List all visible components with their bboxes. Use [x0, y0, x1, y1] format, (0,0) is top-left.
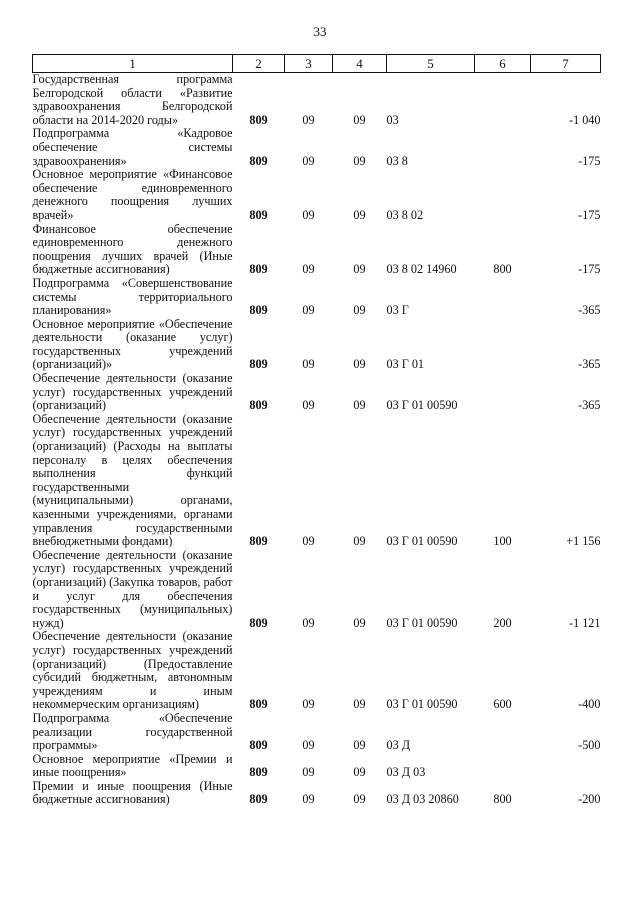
table-row [33, 372, 601, 413]
target-article-code: 03 Г 01 [386, 357, 425, 372]
expense-type-code [475, 127, 531, 168]
item-name: Премии и иные поощрения (Иные бюджетные ассигнования) [32, 778, 233, 807]
header-col-7: 7 [531, 55, 601, 73]
section-code: 09 [302, 153, 315, 168]
section-code: 09 [302, 357, 315, 372]
item-name: Финансовое обеспечение единовременного денежного поощрения лучших врачей (Иные бюджетные ассигнования) [32, 221, 233, 277]
table-row [33, 413, 601, 549]
amount: -400 [578, 697, 601, 712]
ministry-code: 809 [249, 615, 268, 630]
table-row [33, 780, 601, 807]
table-row [33, 168, 601, 222]
target-article-code: 03 Г 01 00590 [386, 534, 458, 549]
subsection-code: 09 [353, 207, 366, 222]
ministry-code: 809 [249, 738, 268, 753]
subsection-code: 09 [353, 697, 366, 712]
header-col-1: 1 [33, 55, 233, 73]
expense-type-code [475, 73, 531, 128]
ministry-code: 809 [249, 262, 268, 277]
ministry-code: 809 [249, 303, 268, 318]
item-name: Подпрограмма «Совершенствование системы территориального планирования» [32, 275, 233, 318]
table-row [33, 712, 601, 753]
section-code: 09 [302, 697, 315, 712]
item-name: Основное мероприятие «Премии и иные поощрения» [32, 751, 233, 780]
target-article-code: 03 Г 01 00590 [386, 615, 458, 630]
budget-table [32, 54, 601, 807]
expense-type-code: 100 [493, 534, 512, 549]
section-code: 09 [302, 112, 315, 127]
section-code: 09 [302, 792, 315, 807]
item-name: Обеспечение деятельности (оказание услуг) государственных учреждений (организаций) (Закупка товаров, работ и услуг для обеспечения государственных (муниципальных) нужд) [32, 547, 233, 630]
target-article-code: 03 Д [386, 738, 411, 753]
section-code: 09 [302, 765, 315, 780]
amount [531, 753, 601, 780]
table-row [33, 549, 601, 631]
page-number: 33 [313, 24, 327, 39]
item-name: Обеспечение деятельности (оказание услуг) государственных учреждений (организаций) (Расходы на выплаты персоналу в целях обеспечения выполнения функций государственными (муниципальными) органами, казенными учреждениями, органами управления государственными внебюджетными фондами) [32, 411, 233, 549]
amount: -365 [578, 303, 601, 318]
subsection-code: 09 [353, 112, 366, 127]
amount: +1 156 [566, 534, 601, 549]
item-name: Основное мероприятие «Обеспечение деятельности (оказание услуг) государственных учреждений (организаций)» [32, 316, 233, 372]
amount: -175 [578, 153, 601, 168]
expense-type-code: 800 [493, 792, 512, 807]
table-row [33, 223, 601, 277]
expense-type-code [475, 168, 531, 222]
table-row [33, 630, 601, 712]
target-article-code: 03 Г 01 00590 [386, 398, 458, 413]
ministry-code: 809 [249, 357, 268, 372]
subsection-code: 09 [353, 262, 366, 277]
table-row [33, 127, 601, 168]
target-article-code: 03 8 [386, 153, 408, 168]
section-code: 09 [302, 738, 315, 753]
expense-type-code: 600 [493, 697, 512, 712]
expense-type-code [475, 712, 531, 753]
item-name: Обеспечение деятельности (оказание услуг) государственных учреждений (организаций) (Предоставление субсидий бюджетным, автономным учреждениям и иным некоммерческим организациям) [32, 629, 233, 712]
expense-type-code [475, 753, 531, 780]
header-col-4: 4 [333, 55, 387, 73]
item-name: Обеспечение деятельности (оказание услуг) государственных учреждений (организаций) [32, 371, 233, 413]
section-code: 09 [302, 207, 315, 222]
item-name: Основное мероприятие «Финансовое обеспечение единовременного денежного поощрения лучших врачей» [32, 167, 233, 222]
header-col-5: 5 [387, 55, 475, 73]
item-name: Подпрограмма «Обеспечение реализации государственной программы» [32, 710, 233, 753]
amount: -200 [578, 792, 601, 807]
subsection-code: 09 [353, 615, 366, 630]
amount: -500 [578, 738, 601, 753]
table-row [33, 318, 601, 372]
subsection-code: 09 [353, 153, 366, 168]
header-col-2: 2 [233, 55, 285, 73]
section-code: 09 [302, 398, 315, 413]
expense-type-code [475, 318, 531, 372]
target-article-code: 03 Д 03 [386, 765, 426, 780]
header-col-6: 6 [475, 55, 531, 73]
table-row [33, 73, 601, 128]
subsection-code: 09 [353, 303, 366, 318]
expense-type-code [475, 277, 531, 318]
subsection-code: 09 [353, 765, 366, 780]
amount: -365 [578, 398, 601, 413]
item-name: Подпрограмма «Кадровое обеспечение системы здравоохранения» [32, 126, 233, 168]
expense-type-code: 800 [493, 262, 512, 277]
target-article-code: 03 8 02 [386, 207, 424, 222]
ministry-code: 809 [249, 112, 268, 127]
item-name: Государственная программа Белгородской области «Развитие здравоохранения Белгородской области на 2014-2020 годы» [32, 72, 233, 127]
subsection-code: 09 [353, 534, 366, 549]
ministry-code: 809 [249, 398, 268, 413]
table-row [33, 753, 601, 780]
target-article-code: 03 Д 03 20860 [386, 792, 459, 807]
section-code: 09 [302, 262, 315, 277]
target-article-code: 03 8 02 14960 [386, 262, 457, 277]
ministry-code: 809 [249, 207, 268, 222]
amount: -1 040 [569, 112, 601, 127]
section-code: 09 [302, 534, 315, 549]
subsection-code: 09 [353, 357, 366, 372]
subsection-code: 09 [353, 398, 366, 413]
ministry-code: 809 [249, 534, 268, 549]
ministry-code: 809 [249, 697, 268, 712]
ministry-code: 809 [249, 153, 268, 168]
header-col-3: 3 [285, 55, 333, 73]
subsection-code: 09 [353, 792, 366, 807]
expense-type-code: 200 [493, 615, 512, 630]
section-code: 09 [302, 615, 315, 630]
subsection-code: 09 [353, 738, 366, 753]
target-article-code: 03 [386, 112, 399, 127]
expense-type-code [475, 372, 531, 413]
target-article-code: 03 Г [386, 303, 409, 318]
table-header-row [33, 55, 601, 73]
ministry-code: 809 [249, 765, 268, 780]
amount: -1 121 [569, 615, 601, 630]
amount: -175 [578, 262, 601, 277]
amount: -365 [578, 357, 601, 372]
section-code: 09 [302, 303, 315, 318]
target-article-code: 03 Г 01 00590 [386, 697, 458, 712]
ministry-code: 809 [249, 792, 268, 807]
amount: -175 [578, 207, 601, 222]
table-row [33, 277, 601, 318]
